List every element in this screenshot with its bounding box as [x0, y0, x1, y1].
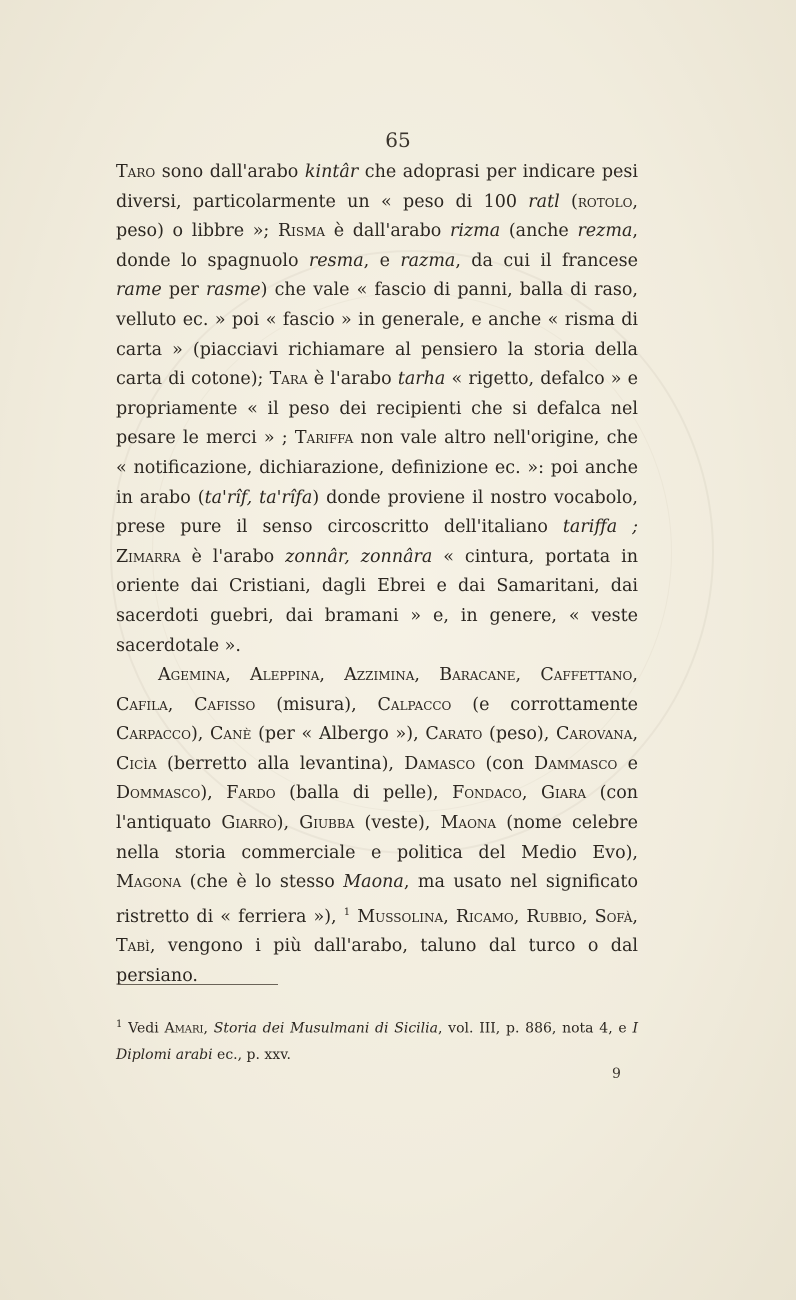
text-run: ), — [190, 724, 211, 745]
text-run: , — [443, 906, 456, 927]
text-run: ec., p. xxv. — [212, 1046, 291, 1063]
text-run: (che è lo stesso — [181, 872, 344, 893]
text-run: che adoprasi per indicare pesi diversi, particolarmente un « peso di 100 — [116, 162, 638, 212]
footnote-rule — [118, 984, 278, 985]
text-run: ) che vale « fascio di panni, balla di raso, velluto ec. » poi « fascio » in generale, e anche « risma di carta » (piacciavi richiamare al pensiero la storia della carta di cotone); — [116, 280, 638, 390]
term: Tabì — [116, 936, 150, 957]
footnote-marker: 1 — [343, 906, 351, 918]
text-run: , ma usato nel significato ristretto di « ferriera »), — [116, 872, 638, 927]
term: Giubba — [299, 813, 355, 834]
text-run: è dall'arabo — [325, 221, 450, 242]
term: rotolo — [577, 191, 633, 212]
italic-term: ta'rîf, ta'rîfa — [204, 487, 313, 508]
text-run: (e corrottamente — [451, 694, 638, 715]
author-name: Amari — [164, 1020, 204, 1037]
term: Caffettano — [540, 665, 633, 686]
text-run: , — [515, 665, 541, 686]
term: Carovana — [556, 724, 633, 745]
term: Zimarra — [116, 546, 181, 567]
term: Azzimina — [344, 665, 415, 686]
text-run: e — [617, 753, 639, 774]
text-run: , peso) o libbre »; — [116, 191, 638, 242]
footnote-text — [116, 1012, 638, 1068]
text-run: , — [521, 783, 541, 804]
paragraph-2 — [116, 661, 638, 991]
term: Giarro — [221, 813, 277, 834]
italic-term: zonnâr, zonnâra — [285, 546, 433, 567]
text-run: non vale altro nell'origine, che « notificazione, dichiarazione, definizione ec. »: poi anche in arabo ( — [116, 428, 638, 508]
page-number: 65 — [385, 128, 411, 152]
text-run: (veste), — [354, 813, 441, 834]
italic-term: rasme — [205, 280, 261, 301]
term: Tara — [269, 369, 308, 390]
text-run: (anche — [500, 221, 578, 242]
term: Damasco — [404, 753, 476, 774]
term: Agemina — [158, 665, 226, 686]
text-run: per — [161, 280, 206, 301]
term: Cicìa — [116, 753, 157, 774]
text-run: (per « Albergo »), — [251, 724, 426, 745]
text-run: , — [319, 665, 345, 686]
text-run: , — [632, 906, 638, 927]
italic-term: Maona — [343, 872, 404, 893]
text-run: è l'arabo — [180, 546, 286, 567]
italic-term: rame — [116, 280, 162, 301]
text-run: , — [513, 906, 527, 927]
term: Taro — [116, 162, 156, 182]
text-run: , da cui il francese — [455, 250, 638, 271]
signature-mark: 9 — [612, 1066, 621, 1082]
text-run: , — [203, 1020, 214, 1037]
term: Risma — [277, 221, 326, 242]
term: Dommasco — [116, 783, 201, 804]
term: Carato — [425, 724, 483, 745]
text-run: (berretto alla levantina), — [156, 753, 405, 774]
term: Baracane — [439, 665, 516, 686]
text-run: è l'arabo — [307, 369, 398, 390]
text-run: (misura), — [255, 694, 378, 715]
italic-term: resma — [308, 250, 364, 271]
text-run: , — [632, 724, 639, 745]
term: Aleppina — [249, 665, 320, 686]
term: Calpacco — [377, 694, 452, 715]
text-run: « rigetto, defalco » e propriamente « il peso dei recipienti che si defalca nel pesare le merci » ; — [116, 369, 638, 449]
paragraph-1 — [116, 158, 638, 661]
text-run: (con — [475, 753, 535, 774]
text-run: ), — [276, 813, 300, 834]
term: Ricamo — [455, 906, 514, 927]
text-run: ) donde proviene il nostro vocabolo, prese pure il senso circoscritto dell'italiano — [116, 487, 638, 538]
text-run: (con l'antiquato — [116, 783, 639, 834]
italic-term: razma — [400, 250, 456, 271]
footnote-number: 1 — [116, 1019, 123, 1030]
term: Mussolina — [357, 906, 444, 927]
term: Cafila — [116, 694, 168, 715]
book-title: Storia dei Musulmani di Sicilia — [213, 1020, 438, 1037]
term: Fardo — [226, 783, 276, 804]
text-run: , — [167, 694, 195, 715]
term: Fondaco — [452, 783, 522, 804]
italic-term: rizma — [449, 221, 501, 242]
text-run: , vengono i più dall'arabo, taluno dal turco o dal persiano. — [116, 936, 638, 986]
text-run: , — [414, 665, 440, 686]
term: Cafisso — [194, 694, 256, 715]
term: Canè — [210, 724, 252, 745]
italic-term: tariffa ; — [562, 517, 638, 538]
text-run: (peso), — [482, 724, 557, 745]
term: Maona — [440, 813, 497, 834]
text-run: (balla di pelle), — [275, 783, 453, 804]
book-title: I Diplomi arabi — [116, 1020, 638, 1063]
text-run: ( — [559, 191, 578, 212]
term: Magona — [116, 872, 182, 893]
term: Tariffa — [294, 428, 354, 449]
italic-term: rezma — [577, 221, 633, 242]
text-run: sono dall'arabo — [155, 162, 305, 182]
text-run: ), — [200, 783, 227, 804]
term: Dammasco — [534, 753, 618, 774]
footnote — [116, 1012, 638, 1068]
text-run: , — [632, 665, 638, 686]
text-run: « cintura, portata in oriente dai Cristiani, dagli Ebrei e dai Samaritani, dai sacerdoti guebri, dai bramani » e, in genere, « veste sacerdotale ». — [116, 546, 638, 656]
text-run: , e — [363, 250, 401, 271]
text-run: , donde lo spagnuolo — [116, 221, 638, 271]
italic-term: tarha — [397, 369, 446, 390]
term: Rubbio — [526, 906, 582, 927]
italic-term: ratl — [528, 191, 560, 212]
term: Giara — [540, 783, 587, 804]
term: Sofà — [594, 906, 633, 927]
term: Carpacco — [116, 724, 191, 745]
text-run: (nome celebre nella storia commerciale e politica del Medio Evo), — [116, 813, 639, 863]
text-run: , — [225, 665, 250, 686]
text-run: , — [581, 906, 595, 927]
italic-term: kintâr — [304, 162, 359, 182]
text-run: , vol. III, p. 886, nota 4, e — [437, 1020, 633, 1037]
text-run: Vedi — [122, 1020, 165, 1037]
main-text — [116, 158, 638, 991]
